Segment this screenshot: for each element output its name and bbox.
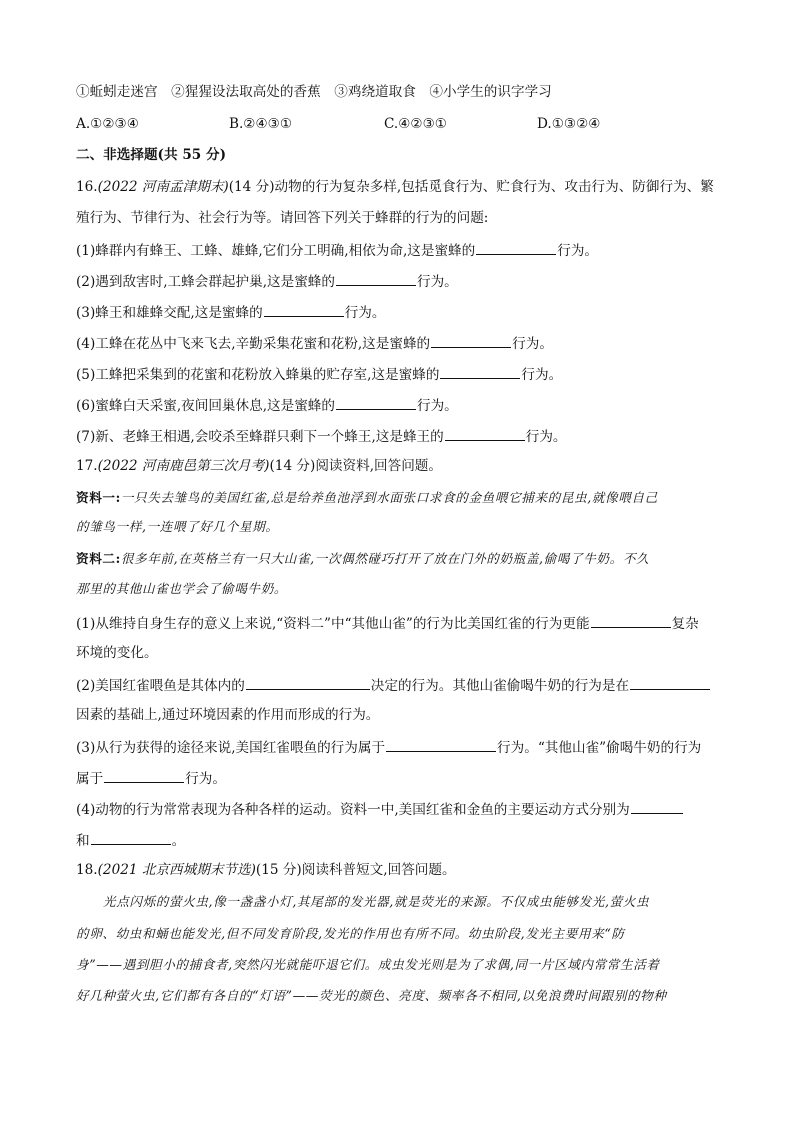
material-2-line2: 那里的其他山雀也学会了偷喝牛奶。 — [76, 581, 288, 596]
q16-part-6-tail: 行为。 — [417, 398, 458, 414]
q16-part-3-tail: 行为。 — [344, 305, 386, 321]
q17-part-4-line2 — [76, 830, 722, 850]
q17-part-1-line2: 环境的变化。 — [76, 645, 158, 661]
q17-part-1-line1 — [76, 613, 722, 633]
q16-part-7 — [76, 426, 722, 446]
q17-part-1-tail: 复杂 — [671, 616, 699, 632]
q17-part-3-lead: 属于 — [76, 771, 104, 787]
q17-part-2-text: (2)美国红雀喂鱼是其体内的 — [76, 678, 245, 694]
answer-blank[interactable] — [336, 395, 416, 410]
q16-part-6 — [76, 395, 722, 415]
material-1-line1 — [76, 489, 722, 507]
q17-part-3-text: (3)从行为获得的途径来说,美国红雀喂鱼的行为属于 — [76, 740, 386, 756]
answer-blank[interactable] — [630, 675, 710, 690]
material-1-label: 资料一: — [76, 490, 121, 505]
q17-part-3-line1 — [76, 737, 722, 757]
q17-stem — [76, 457, 722, 475]
material-2-label: 资料二: — [76, 551, 121, 566]
answer-blank[interactable] — [591, 613, 671, 628]
q16-stem-line2: 殖行为、节律行为、社会行为等。请回答下列关于蜂群的行为的问题: — [76, 210, 489, 226]
q16-part-2-tail: 行为。 — [417, 274, 458, 290]
answer-blank[interactable] — [386, 737, 496, 752]
passage-line: 的卵、幼虫和蛹也能发光,但不同发育阶段,发光的作用也有所不同。幼虫阶段,发光主要用来“防 — [76, 926, 625, 941]
q17-part-2-mid: 决定的行为。其他山雀偷喝牛奶的行为是在 — [370, 678, 630, 694]
answer-blank[interactable] — [246, 675, 370, 690]
answer-blank[interactable] — [104, 768, 184, 783]
q17-source: (2022 河南鹿邑第三次月考) — [97, 458, 270, 474]
q17-stem-text: (14 分)阅读资料,回答问题。 — [269, 458, 442, 474]
material-2-text: 很多年前,在英格兰有一只大山雀,一次偶然碰巧打开了放在门外的奶瓶盖,偷喝了牛奶。不久 — [120, 551, 650, 566]
q16-part-4 — [76, 333, 722, 353]
q15-items: ①蚯蚓走迷宫 ②猩猩设法取高处的香蕉 ③鸡绕道取食 ④小学生的识字学习 — [76, 84, 552, 100]
q16-part-4-tail: 行为。 — [512, 336, 553, 352]
q16-part-1 — [76, 240, 722, 260]
q16-part-7-text: (7)新、老蜂王相遇,会咬杀至蜂群只剩下一个蜂王,这是蜂王的 — [76, 429, 444, 445]
q16-part-3 — [76, 302, 722, 322]
q18-source: (2021 北京西城期末节选) — [97, 862, 256, 878]
q18-number: 18. — [76, 862, 98, 878]
material-2-line1 — [76, 550, 722, 568]
q17-part-3-tail: 行为。 — [185, 771, 226, 787]
material-1-line2: 的雏鸟一样,一连喂了好几个星期。 — [76, 519, 279, 534]
q17-part-4-end: 。 — [171, 833, 186, 849]
answer-blank[interactable] — [264, 302, 344, 317]
answer-blank[interactable] — [476, 240, 556, 255]
answer-blank[interactable] — [431, 333, 511, 348]
answer-blank[interactable] — [440, 364, 520, 379]
q16-number: 16. — [76, 179, 98, 195]
q18-stem — [76, 861, 722, 879]
q16-part-3-text: (3)蜂王和雄蜂交配,这是蜜蜂的 — [76, 305, 263, 321]
material-1-text: 一只失去雏鸟的美国红雀,总是给养鱼池浮到水面张口求食的金鱼喂它捕来的昆虫,就像喂自己 — [120, 490, 658, 505]
q17-number: 17. — [76, 458, 98, 474]
q17-part-4-and: 和 — [76, 833, 90, 849]
q17-part-2-line2: 因素的基础上,通过环境因素的作用而形成的行为。 — [76, 707, 380, 723]
q16-part-5-tail: 行为。 — [521, 367, 563, 383]
option-c[interactable]: C.④②③① — [384, 116, 447, 132]
answer-blank[interactable] — [631, 799, 683, 814]
q17-part-4-line1 — [76, 799, 722, 819]
q16-part-2 — [76, 271, 722, 291]
q17-part-4-text: (4)动物的行为常常表现为各种各样的运动。资料一中,美国红雀和金鱼的主要运动方式分别为 — [76, 802, 630, 818]
q16-part-6-text: (6)蜜蜂白天采蜜,夜间回巢休息,这是蜜蜂的 — [76, 398, 335, 414]
q16-part-4-text: (4)工蜂在花丛中飞来飞去,辛勤采集花蜜和花粉,这是蜜蜂的 — [76, 336, 431, 352]
q18-stem-text: (15 分)阅读科普短文,回答问题。 — [255, 862, 456, 878]
q16-part-1-text: (1)蜂群内有蜂王、工蜂、雄蜂,它们分工明确,相依为命,这是蜜蜂的 — [76, 243, 476, 259]
answer-blank[interactable] — [445, 426, 525, 441]
q16-part-2-text: (2)遇到敌害时,工蜂会群起护巢,这是蜜蜂的 — [76, 274, 335, 290]
q17-part-2-line1 — [76, 675, 722, 695]
q16-part-1-tail: 行为。 — [557, 243, 599, 259]
section-title: 二、非选择题(共 55 分) — [76, 147, 226, 163]
q17-part-3-line2 — [76, 768, 722, 788]
passage-line: 光点闪烁的萤火虫,像一盏盏小灯,其尾部的发光器,就是荧光的来源。不仅成虫能够发光,萤火虫 — [103, 894, 650, 909]
answer-blank[interactable] — [336, 271, 416, 286]
option-d[interactable]: D.①③②④ — [537, 116, 601, 132]
q16-stem-1: (14 分)动物的行为复杂多样,包括觅食行为、贮食行为、攻击行为、防御行为、繁 — [228, 179, 714, 195]
q16-part-7-tail: 行为。 — [525, 429, 567, 445]
q16-stem-line1 — [76, 178, 722, 196]
passage-line: 身”——遇到胆小的捕食者,突然闪光就能吓退它们。成虫发光则是为了求偶,同一片区域内常常生活着 — [76, 957, 660, 972]
q16-source: (2022 河南孟津期末) — [97, 179, 229, 195]
answer-blank[interactable] — [91, 830, 171, 845]
option-b[interactable]: B.②④③① — [229, 116, 293, 132]
option-a[interactable]: A.①②③④ — [76, 116, 139, 132]
passage-line: 好几种萤火虫,它们都有各自的“灯语”——荧光的颜色、亮度、频率各不相同,以免浪费时间跟别的物种 — [76, 988, 667, 1003]
q16-part-5 — [76, 364, 722, 384]
q17-part-1-text: (1)从维持自身生存的意义上来说,“资料二”中“其他山雀”的行为比美国红雀的行为更能 — [76, 616, 590, 632]
q16-part-5-text: (5)工蜂把采集到的花蜜和花粉放入蜂巢的贮存室,这是蜜蜂的 — [76, 367, 440, 383]
q17-part-3-mid: 行为。“其他山雀”偷喝牛奶的行为 — [497, 740, 702, 756]
